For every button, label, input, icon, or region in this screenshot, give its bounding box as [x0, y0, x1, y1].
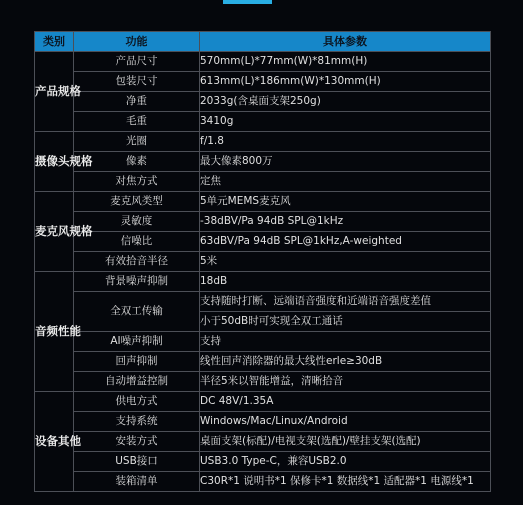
- table-row: [35, 352, 491, 372]
- value-cell: -38dBV/Pa 94dB SPL@1kHz: [200, 212, 491, 232]
- feature-cell: 信噪比: [74, 232, 200, 252]
- category-cell: 麦克风规格: [35, 192, 74, 272]
- value-cell: 定焦: [200, 172, 491, 192]
- category-cell: 摄像头规格: [35, 132, 74, 192]
- category-cell: 音频性能: [35, 272, 74, 392]
- value-cell: DC 48V/1.35A: [200, 392, 491, 412]
- header-spec: 具体参数: [200, 32, 491, 52]
- value-cell: 5单元MEMS麦克风: [200, 192, 491, 212]
- table-row: [35, 212, 491, 232]
- value-cell: 小于50dB时可实现全双工通话: [200, 312, 491, 332]
- table-row: [35, 132, 491, 152]
- table-row: [35, 112, 491, 132]
- table-row: [35, 192, 491, 212]
- top-accent-tab: [223, 0, 272, 4]
- table-header-row: [35, 32, 491, 52]
- feature-cell: 全双工传输: [74, 292, 200, 332]
- value-cell: 18dB: [200, 272, 491, 292]
- feature-cell: 安装方式: [74, 432, 200, 452]
- table-row: [35, 332, 491, 352]
- value-cell: 3410g: [200, 112, 491, 132]
- feature-cell: 背景噪声抑制: [74, 272, 200, 292]
- value-cell: 桌面支架(标配)/电视支架(选配)/壁挂支架(选配): [200, 432, 491, 452]
- category-cell: 设备其他: [35, 392, 74, 492]
- header-category: 类别: [35, 32, 74, 52]
- table-row: [35, 472, 491, 492]
- category-cell: 产品规格: [35, 52, 74, 132]
- table-row: [35, 432, 491, 452]
- value-cell: C30R*1 说明书*1 保修卡*1 数据线*1 适配器*1 电源线*1: [200, 472, 491, 492]
- table-row: [35, 72, 491, 92]
- value-cell: 半径5米以智能增益，清晰拾音: [200, 372, 491, 392]
- feature-cell: 有效拾音半径: [74, 252, 200, 272]
- table-row: [35, 292, 491, 312]
- feature-cell: 毛重: [74, 112, 200, 132]
- table-row: [35, 152, 491, 172]
- value-cell: 线性回声消除器的最大线性erle≥30dB: [200, 352, 491, 372]
- feature-cell: 自动增益控制: [74, 372, 200, 392]
- value-cell: USB3.0 Type-C，兼容USB2.0: [200, 452, 491, 472]
- table-row: [35, 452, 491, 472]
- table-row: [35, 172, 491, 192]
- feature-cell: 像素: [74, 152, 200, 172]
- value-cell: 570mm(L)*77mm(W)*81mm(H): [200, 52, 491, 72]
- table-row: [35, 272, 491, 292]
- value-cell: 63dBV/Pa 94dB SPL@1kHz,A-weighted: [200, 232, 491, 252]
- table-row: [35, 252, 491, 272]
- value-cell: 613mm(L)*186mm(W)*130mm(H): [200, 72, 491, 92]
- table-row: [35, 412, 491, 432]
- spec-table: [34, 31, 491, 492]
- feature-cell: 回声抑制: [74, 352, 200, 372]
- value-cell: 支持随时打断、远端语音强度和近端语音强度差值: [200, 292, 491, 312]
- feature-cell: 支持系统: [74, 412, 200, 432]
- table-row: [35, 92, 491, 112]
- feature-cell: 装箱清单: [74, 472, 200, 492]
- table-row: [35, 392, 491, 412]
- feature-cell: 对焦方式: [74, 172, 200, 192]
- table-row: [35, 232, 491, 252]
- table-row: [35, 372, 491, 392]
- value-cell: Windows/Mac/Linux/Android: [200, 412, 491, 432]
- feature-cell: USB接口: [74, 452, 200, 472]
- feature-cell: 麦克风类型: [74, 192, 200, 212]
- feature-cell: 灵敏度: [74, 212, 200, 232]
- value-cell: 2033g(含桌面支架250g): [200, 92, 491, 112]
- value-cell: f/1.8: [200, 132, 491, 152]
- value-cell: 最大像素800万: [200, 152, 491, 172]
- feature-cell: 产品尺寸: [74, 52, 200, 72]
- feature-cell: 净重: [74, 92, 200, 112]
- feature-cell: 包装尺寸: [74, 72, 200, 92]
- value-cell: 5米: [200, 252, 491, 272]
- value-cell: 支持: [200, 332, 491, 352]
- table-row: [35, 52, 491, 72]
- feature-cell: 供电方式: [74, 392, 200, 412]
- feature-cell: AI噪声抑制: [74, 332, 200, 352]
- header-feature: 功能: [74, 32, 200, 52]
- feature-cell: 光圈: [74, 132, 200, 152]
